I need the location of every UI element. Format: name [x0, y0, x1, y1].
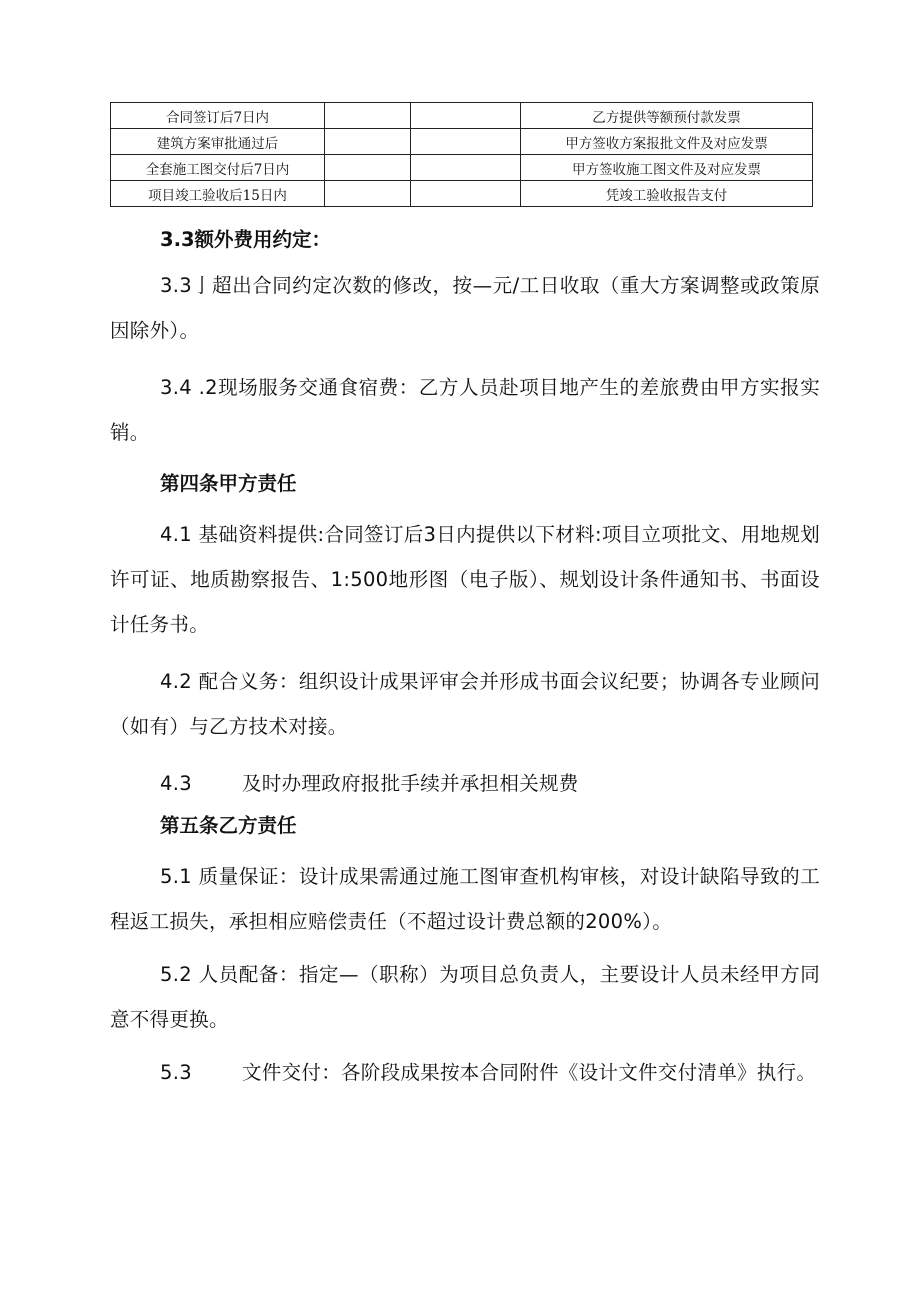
paragraph-4-1: 4.1 基础资料提供:合同签订后3日内提供以下材料:项目立项批文、用地规划许可证、地质勘察报告、1:500地形图（电子版）、规划设计条件通知书、书面设计任务书。	[110, 523, 820, 636]
table-cell-stage: 项目竣工验收后15日内	[111, 181, 325, 207]
table-cell-empty	[325, 181, 411, 207]
table-cell-condition: 凭竣工验收报告支付	[521, 181, 813, 207]
paragraph-number: 5.3	[160, 1061, 192, 1084]
table-cell-empty	[325, 155, 411, 181]
table-row	[111, 155, 813, 181]
table-cell-stage: 合同签订后7日内	[111, 103, 325, 129]
table-row	[111, 181, 813, 207]
paragraph-5-3	[110, 1050, 870, 1095]
table-cell-stage: 全套施工图交付后7日内	[111, 155, 325, 181]
table-cell-empty	[411, 181, 521, 207]
paragraph-number: 4.3	[160, 772, 192, 795]
table-cell-empty	[325, 103, 411, 129]
table-cell-stage: 建筑方案审批通过后	[111, 129, 325, 155]
table-cell-empty	[411, 155, 521, 181]
table-cell-condition: 乙方提供等额预付款发票	[521, 103, 813, 129]
paragraph-4-3	[110, 761, 870, 806]
table-cell-condition: 甲方签收施工图文件及对应发票	[521, 155, 813, 181]
table-cell-empty	[325, 129, 411, 155]
paragraph-3-4-2: 3.4 .2现场服务交通食宿费：乙方人员赴项目地产生的差旅费由甲方实报实销。	[110, 376, 820, 444]
payment-schedule-table	[110, 102, 813, 207]
table-cell-condition: 甲方签收方案报批文件及对应发票	[521, 129, 813, 155]
article-heading-4: 第四条甲方责任	[160, 472, 297, 495]
paragraph-5-2: 5.2 人员配备：指定—（职称）为项目总负责人，主要设计人员未经甲方同意不得更换。	[110, 963, 820, 1031]
paragraph-3-3-1: 3.3亅超出合同约定次数的修改，按—元/工日收取（重大方案调整或政策原因除外）。	[110, 274, 820, 342]
table-cell-empty	[411, 129, 521, 155]
paragraph-text: 文件交付：各阶段成果按本合同附件《设计文件交付清单》执行。	[242, 1061, 817, 1084]
paragraph-text: 及时办理政府报批手续并承担相关规费	[242, 772, 579, 795]
table-row	[111, 103, 813, 129]
paragraph-4-2: 4.2 配合义务：组织设计成果评审会并形成书面会议纪要；协调各专业顾问（如有）与乙方技术对接。	[110, 670, 820, 738]
table-cell-empty	[411, 103, 521, 129]
paragraph-5-1: 5.1 质量保证：设计成果需通过施工图审查机构审核，对设计缺陷导致的工程返工损失，承担相应赔偿责任（不超过设计费总额的200%）。	[110, 865, 820, 933]
table-row	[111, 129, 813, 155]
article-heading-5: 第五条乙方责任	[160, 814, 297, 837]
section-heading-3-3: 3.3额外费用约定：	[160, 228, 332, 251]
